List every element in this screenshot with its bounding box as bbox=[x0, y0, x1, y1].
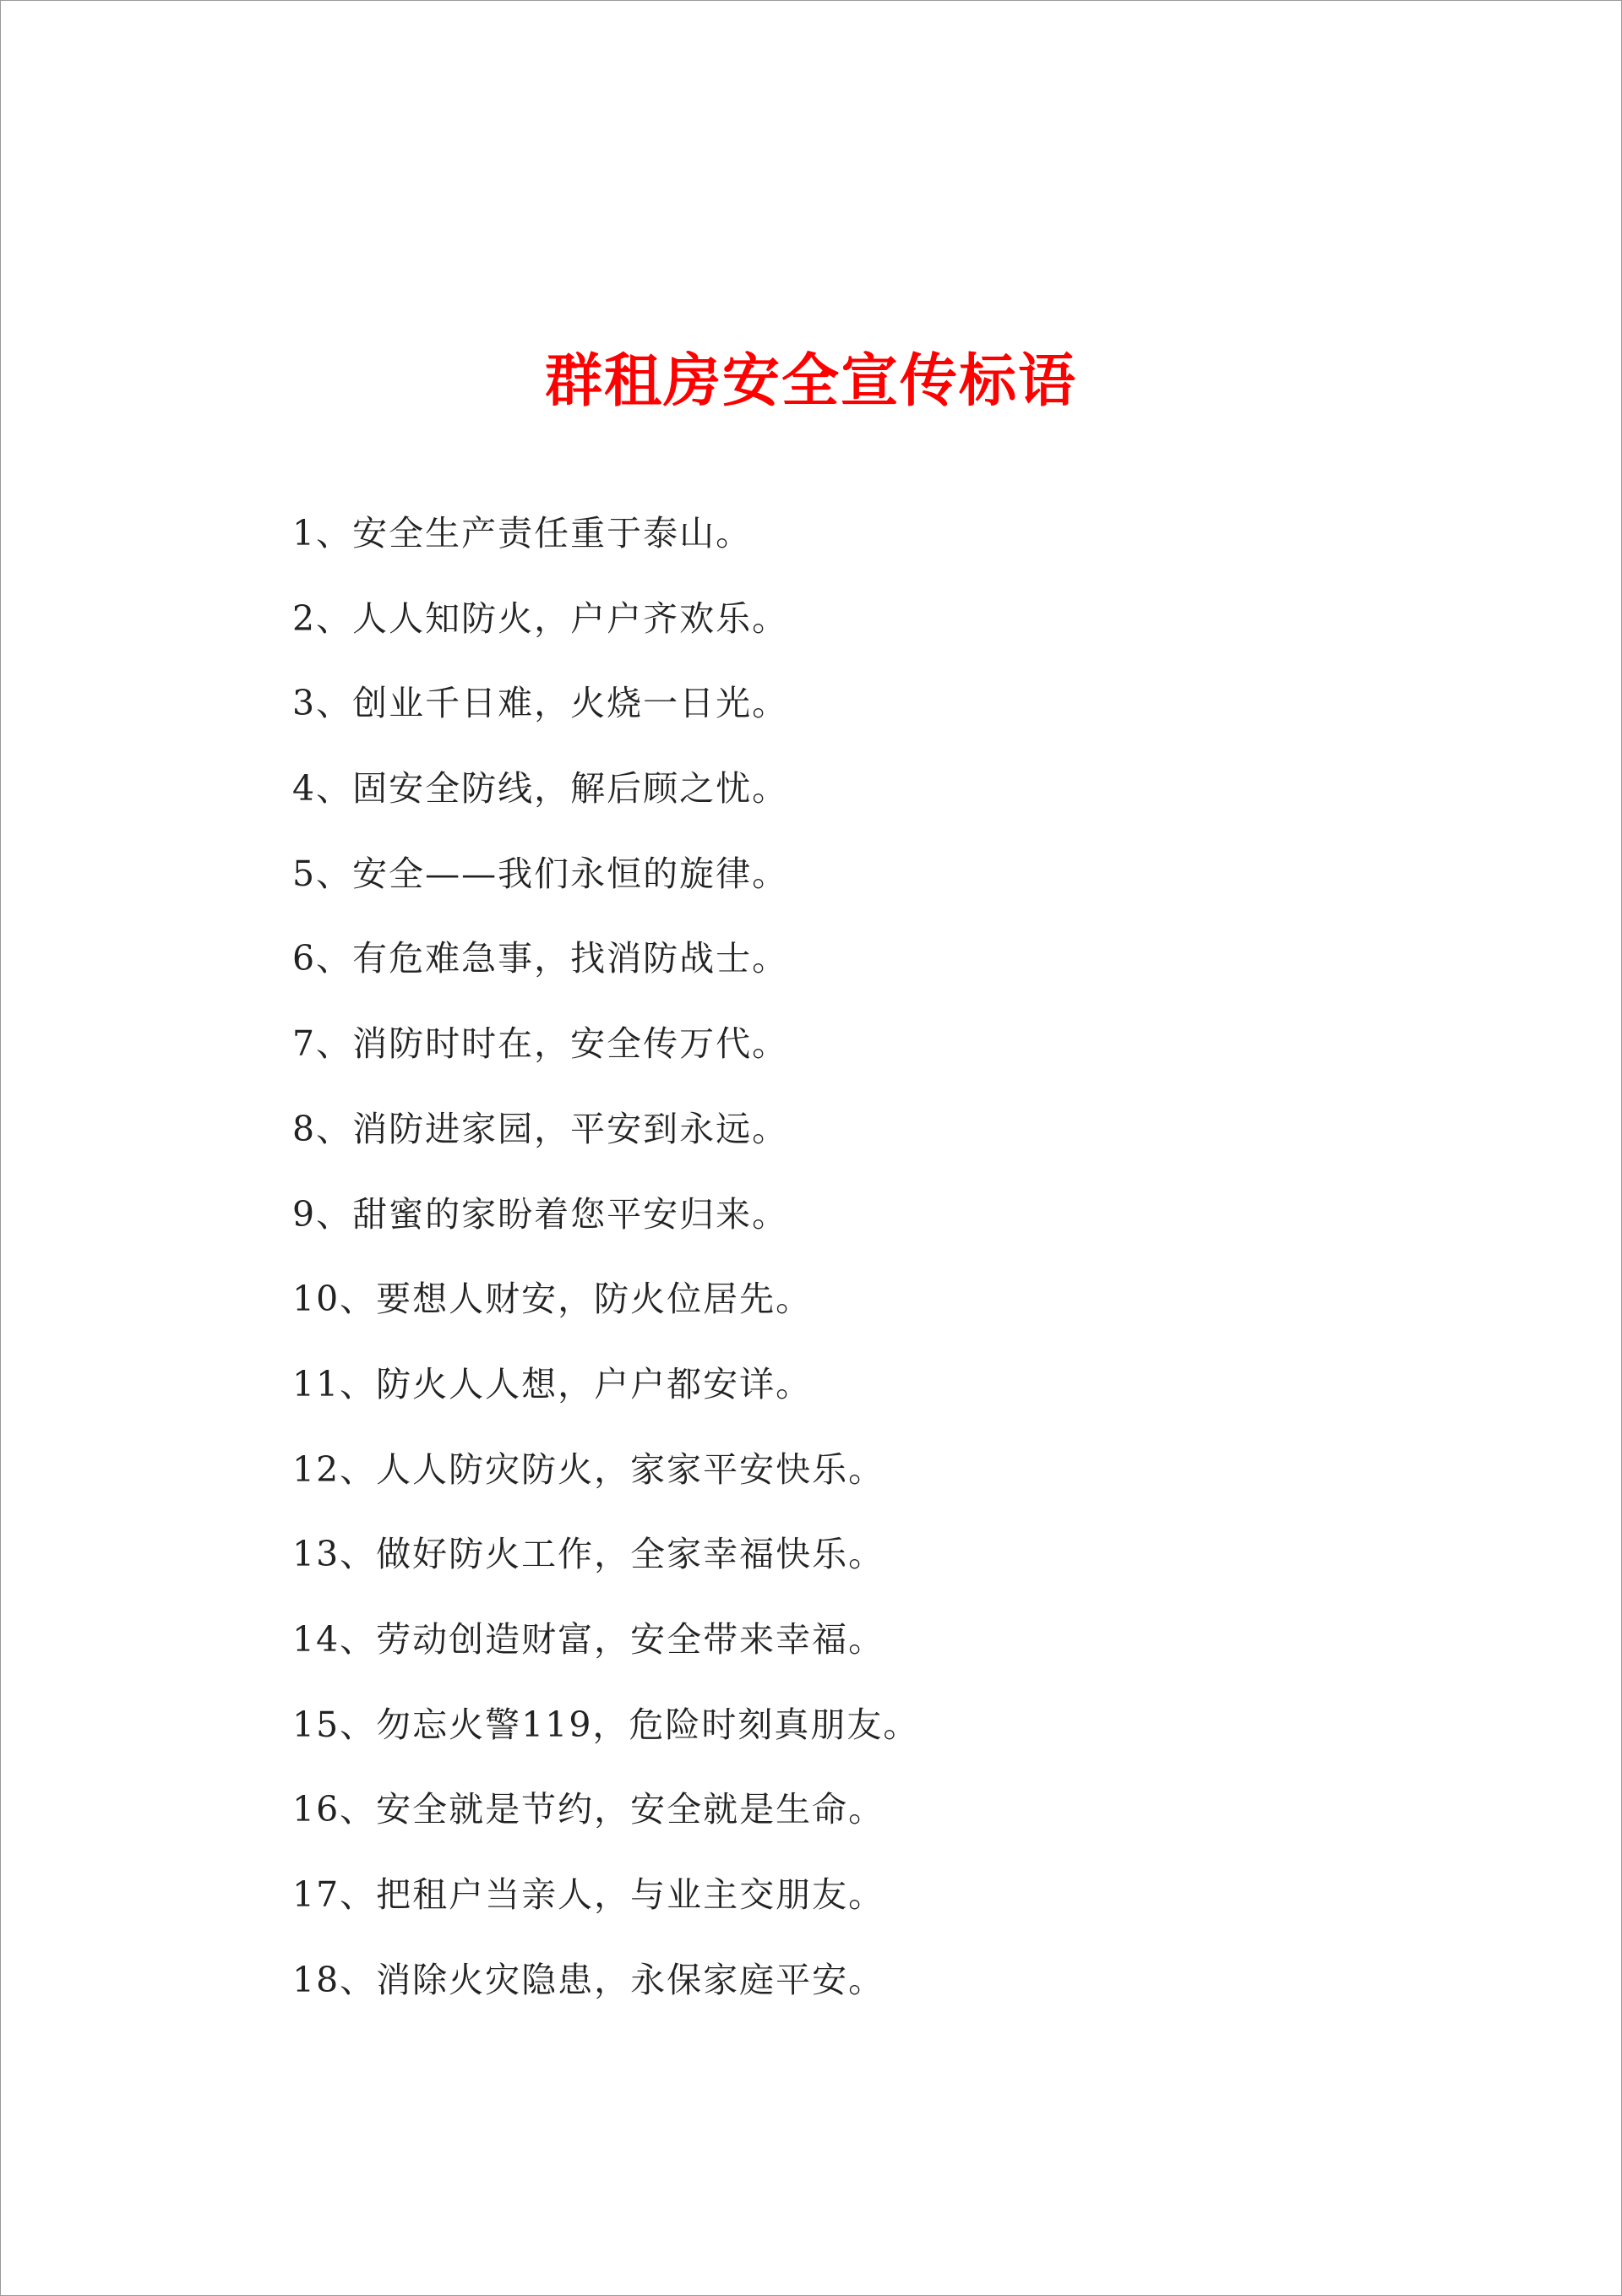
page-title: 群租房安全宣传标语 bbox=[544, 347, 1077, 415]
slogan-item: 11、防火人人想，户户都安详。 bbox=[292, 1363, 813, 1404]
slogan-item: 15、勿忘火警119，危险时刻真朋友。 bbox=[292, 1704, 920, 1745]
slogan-item: 10、要想人财安，防火位居先。 bbox=[292, 1279, 813, 1320]
slogan-list bbox=[292, 491, 919, 2022]
slogan-item: 16、安全就是节约，安全就是生命。 bbox=[292, 1789, 885, 1830]
slogan-item: 6、有危难急事，找消防战士。 bbox=[292, 938, 789, 979]
slogan-item: 14、劳动创造财富，安全带来幸福。 bbox=[292, 1618, 885, 1660]
slogan-item: 12、人人防灾防火，家家平安快乐。 bbox=[292, 1448, 885, 1490]
slogan-item: 9、甜蜜的家盼着您平安归来。 bbox=[292, 1193, 789, 1235]
slogan-item: 1、安全生产责任重于泰山。 bbox=[292, 513, 753, 554]
slogan-item: 17、把租户当亲人，与业主交朋友。 bbox=[292, 1874, 885, 1915]
slogan-item: 5、安全——我们永恒的旋律。 bbox=[292, 853, 789, 894]
slogan-item: 2、人人知防火，户户齐欢乐。 bbox=[292, 597, 789, 639]
slogan-item: 18、消除火灾隐患，永保家庭平安。 bbox=[292, 1959, 885, 2000]
slogan-item: 8、消防进家园，平安到永远。 bbox=[292, 1108, 789, 1149]
slogan-item: 4、固安全防线，解后顾之忧。 bbox=[292, 768, 789, 810]
slogan-item: 3、创业千日难，火烧一日光。 bbox=[292, 683, 789, 724]
slogan-item: 13、做好防火工作，全家幸福快乐。 bbox=[292, 1534, 885, 1575]
slogan-item: 7、消防时时在，安全传万代。 bbox=[292, 1023, 789, 1065]
